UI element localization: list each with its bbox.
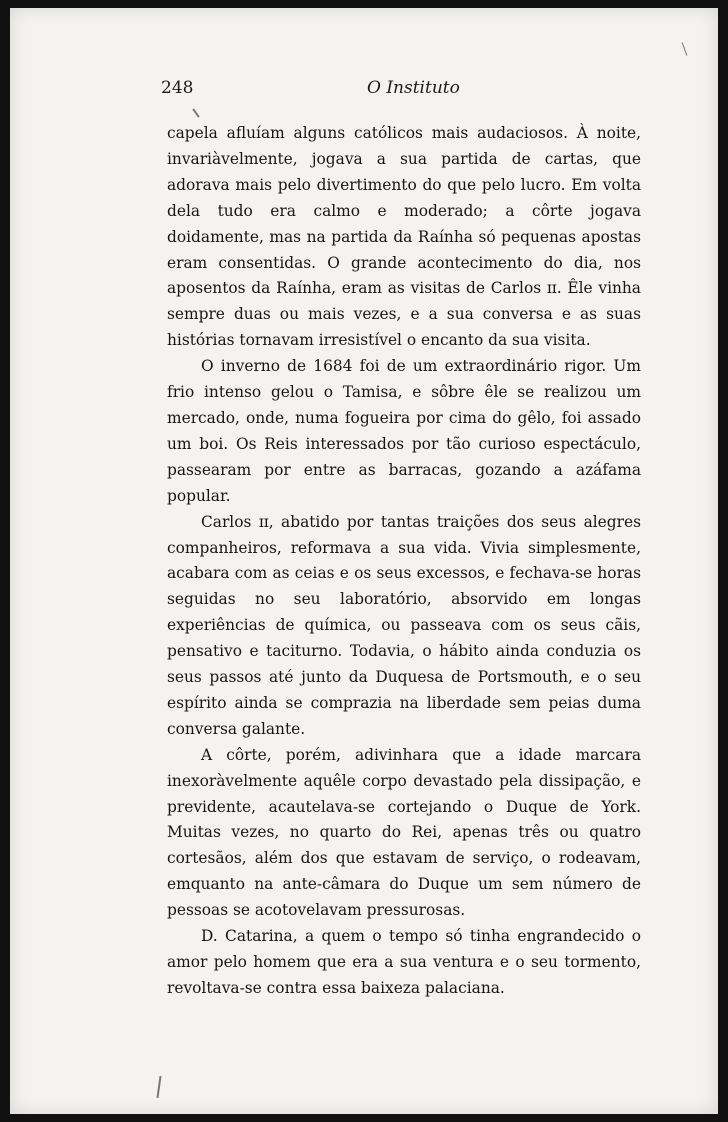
- body-text: [167, 121, 641, 1002]
- scan-speck: [192, 108, 199, 117]
- scan-speck: [682, 42, 688, 55]
- running-title: O Instituto: [367, 78, 460, 98]
- page-header: [161, 78, 641, 102]
- page-number: 248: [161, 78, 194, 98]
- paragraph: A côrte, porém, adivinhara que a idade marcara inexoràvelmente aquêle corpo devastado pela dissipação, e previdente, acautelava-se cortejando o Duque de York. Muitas vezes, no quarto do Rei, apenas três ou quatro cortesãos, além dos que estavam de serviço, o rodeavam, emquanto na ante-câmara do Duque um sem número de pessoas se acotovelavam pressurosas.: [167, 745, 641, 920]
- scan-speck: [156, 1076, 161, 1098]
- paragraph: O inverno de 1684 foi de um extraordinário rigor. Um frio intenso gelou o Tamisa, e sôbre êle se realizou um mercado, onde, numa fogueira por cima do gêlo, foi assado um boi. Os Reis interessados por tão curioso espectáculo, passearam por entre as barracas, gozando a azáfama popular.: [167, 357, 641, 505]
- paragraph: Carlos ɪɪ, abatido por tantas traições dos seus alegres companheiros, reformava a sua vida. Vivia simplesmente, acabara com as ceias e os seus excessos, e fechava-se horas seguidas no seu laboratório, absorvido em longas experiências de química, ou passeava com os seus cãis, pensativo e taciturno. Todavia, o hábito ainda conduzia os seus passos até junto da Duquesa de Portsmouth, e o seu espírito ainda se comprazia na liberdade sem peias duma conversa galante.: [167, 512, 641, 738]
- paragraph: capela afluíam alguns católicos mais audaciosos. À noite, invariàvelmente, jogava a sua partida de cartas, que adorava mais pelo divertimento do que pelo lucro. Em volta dela tudo era calmo e moderado; a côrte jogava doidamente, mas na partida da Raínha só pequenas apostas eram consentidas. O grande acontecimento do dia, nos aposentos da Raínha, eram as visitas de Carlos ɪɪ. Êle vinha sempre duas ou mais vezes, e a sua conversa e as suas histórias tornavam irresistível o encanto da sua visita.: [167, 124, 641, 350]
- paragraph: D. Catarina, a quem o tempo só tinha engrandecido o amor pelo homem que era a sua ventura e o seu tormento, revoltava-se contra essa baixeza palaciana.: [167, 927, 641, 997]
